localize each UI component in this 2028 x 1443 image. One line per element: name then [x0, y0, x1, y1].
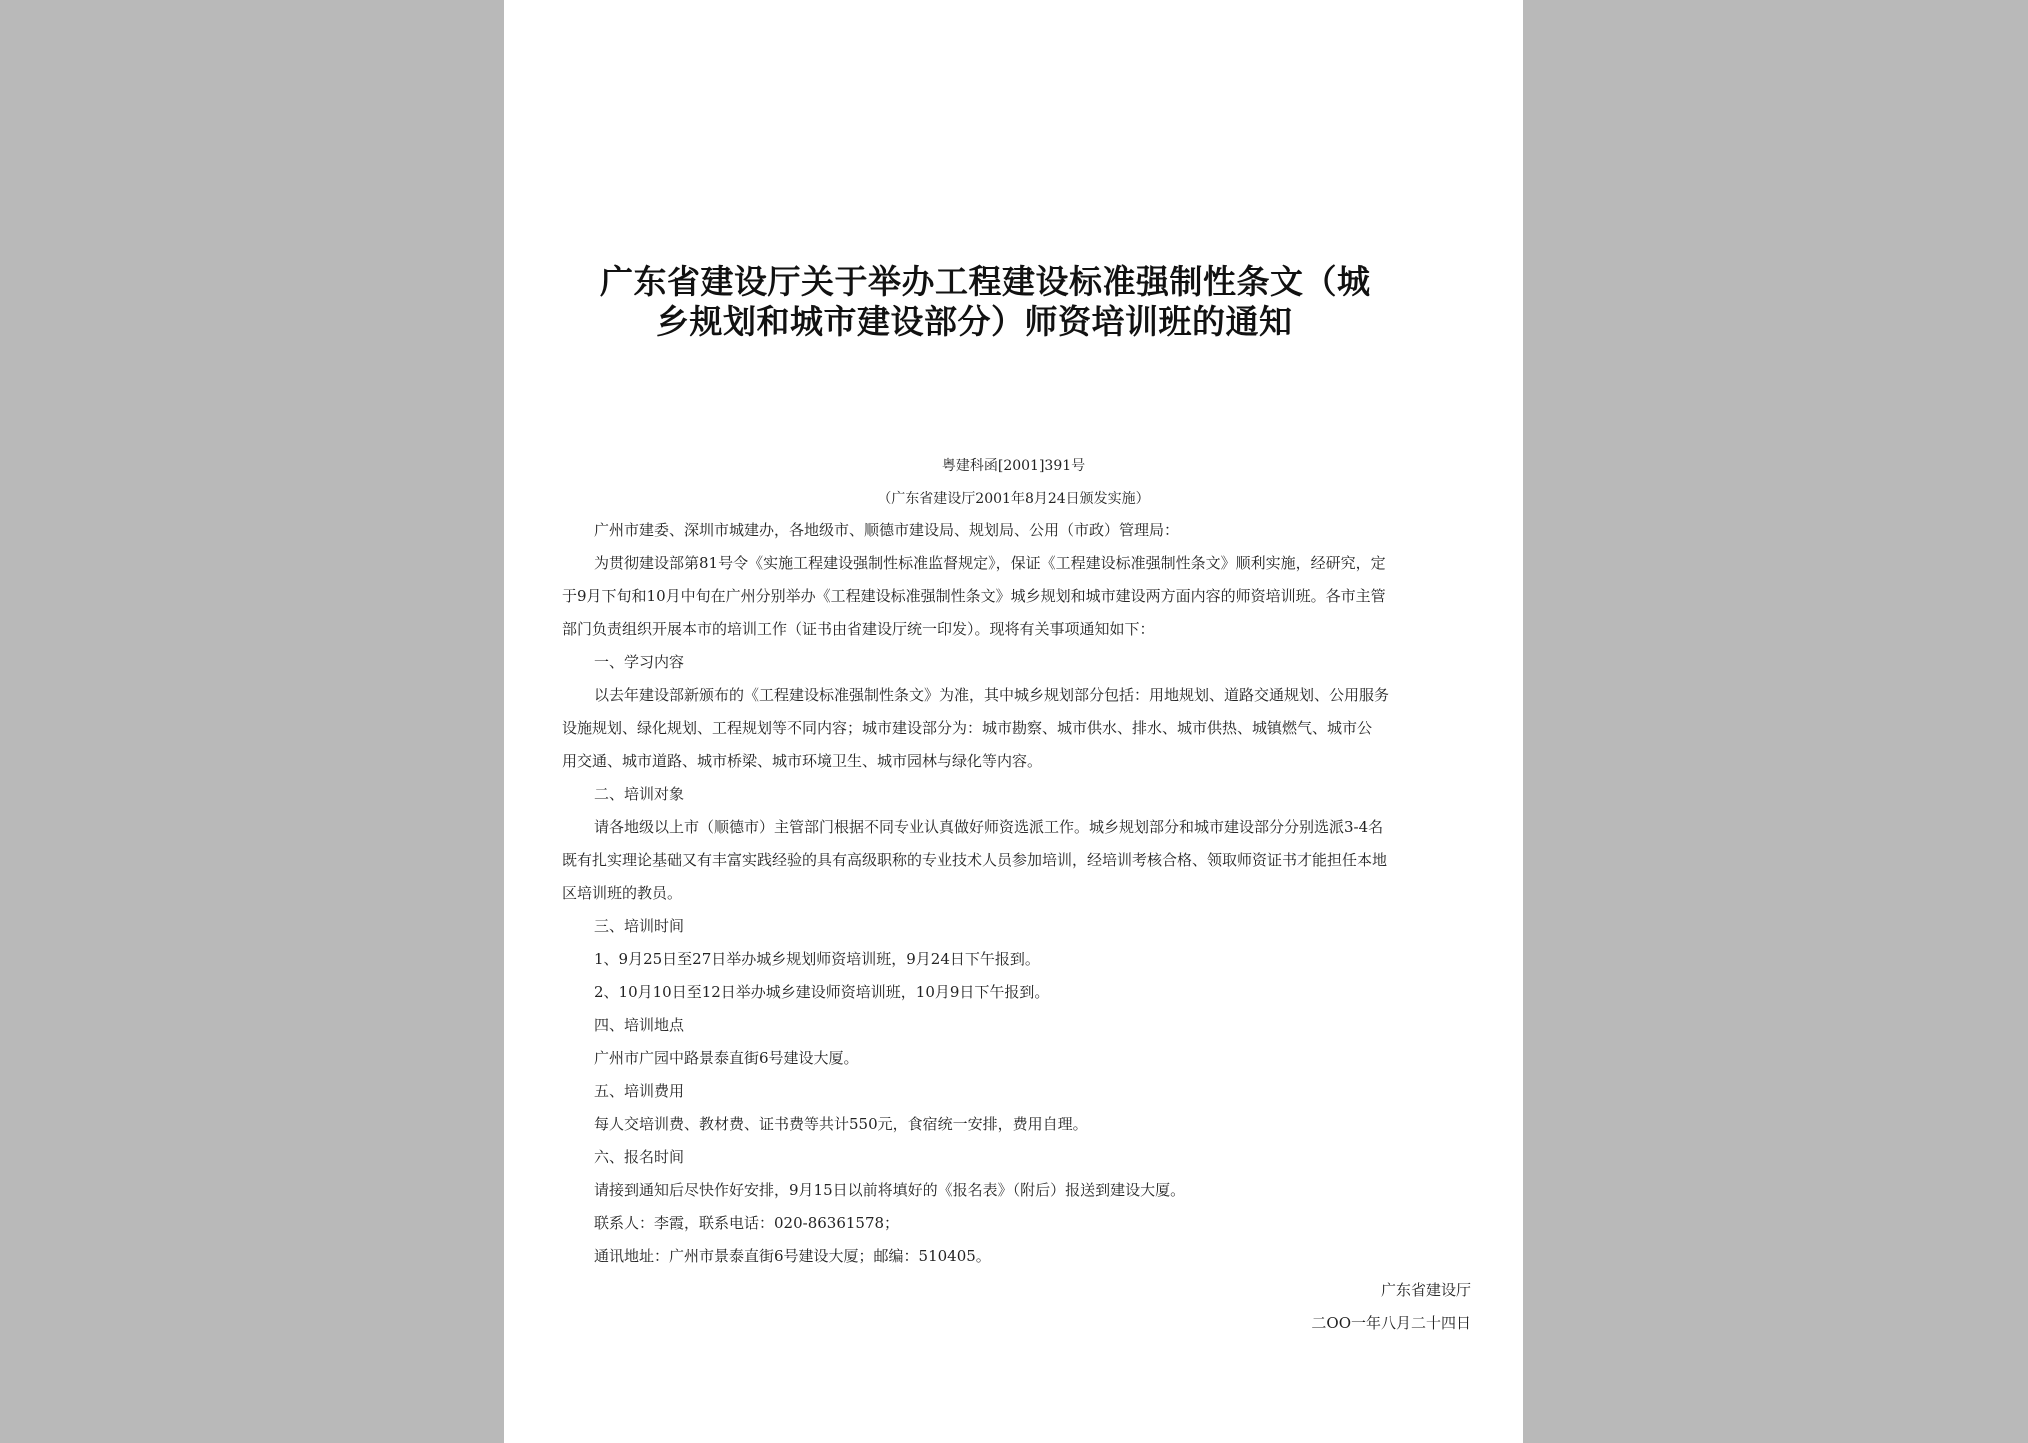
paragraph-line: 请接到通知后尽快作好安排，9月15日以前将填好的《报名表》（附后）报送到建设大厦。 [594, 1181, 1186, 1199]
signature-date: 二OO一年八月二十四日 [1311, 1314, 1471, 1332]
section-heading: 二、培训对象 [594, 785, 685, 803]
paragraph-line: 2、10月10日至12日举办城乡建设师资培训班，10月9日下午报到。 [594, 983, 1050, 1001]
paragraph-line: 设施规划、绿化规划、工程规划等不同内容；城市建设部分为：城市勘察、城市供水、排水、城市供热、城镇燃气、城市公 [562, 719, 1373, 737]
issued-note: （广东省建设厅2001年8月24日颁发实施） [877, 491, 1150, 507]
paragraph-line: 既有扎实理论基础又有丰富实践经验的具有高级职称的专业技术人员参加培训，经培训考核合格、领取师资证书才能担任本地 [562, 851, 1388, 869]
paragraph-line: 广州市广园中路景泰直街6号建设大厦。 [594, 1049, 859, 1067]
title-line-2: 乡规划和城市建设部分）师资培训班的通知 [656, 302, 1293, 341]
signature-org: 广东省建设厅 [1380, 1281, 1471, 1299]
section-heading: 六、报名时间 [594, 1148, 685, 1166]
paragraph-line: 区培训班的教员。 [562, 884, 683, 902]
paragraph-line: 请各地级以上市（顺德市）主管部门根据不同专业认真做好师资选派工作。城乡规划部分和城市建设部分分别选派3-4名 [594, 818, 1384, 836]
paragraph-line: 1、9月25日至27日举办城乡规划师资培训班，9月24日下午报到。 [594, 950, 1040, 968]
paragraph-line: 为贯彻建设部第81号令《实施工程建设强制性标准监督规定》，保证《工程建设标准强制性条文》顺利实施，经研究，定 [594, 554, 1386, 572]
section-heading: 三、培训时间 [594, 917, 685, 935]
paragraph-line: 以去年建设部新颁布的《工程建设标准强制性条文》为准，其中城乡规划部分包括：用地规划、道路交通规划、公用服务 [594, 686, 1390, 704]
document-page [504, 0, 1523, 1443]
section-heading: 一、学习内容 [594, 653, 685, 671]
address-line: 通讯地址：广州市景泰直街6号建设大厦；邮编：510405。 [594, 1247, 991, 1265]
section-heading: 五、培训费用 [594, 1082, 685, 1100]
document-title [600, 262, 1370, 342]
addressee-line: 广州市建委、深圳市城建办，各地级市、顺德市建设局、规划局、公用（市政）管理局： [594, 521, 1180, 539]
paragraph-line: 用交通、城市道路、城市桥梁、城市环境卫生、城市园林与绿化等内容。 [562, 752, 1043, 770]
paragraph-line: 于9月下旬和10月中旬在广州分别举办《工程建设标准强制性条文》城乡规划和城市建设两方面内容的师资培训班。各市主管 [562, 587, 1386, 605]
title-line-1: 广东省建设厅关于举办工程建设标准强制性条文（城 [600, 262, 1371, 301]
paragraph-line: 部门负责组织开展本市的培训工作（证书由省建设厅统一印发）。现将有关事项通知如下： [562, 620, 1155, 638]
document-number: 粤建科函[2001]391号 [941, 458, 1086, 474]
section-heading: 四、培训地点 [594, 1016, 685, 1034]
paragraph-line: 每人交培训费、教材费、证书费等共计550元，食宿统一安排，费用自理。 [594, 1115, 1088, 1133]
contact-line: 联系人：李霞，联系电话：020-86361578； [594, 1214, 900, 1232]
